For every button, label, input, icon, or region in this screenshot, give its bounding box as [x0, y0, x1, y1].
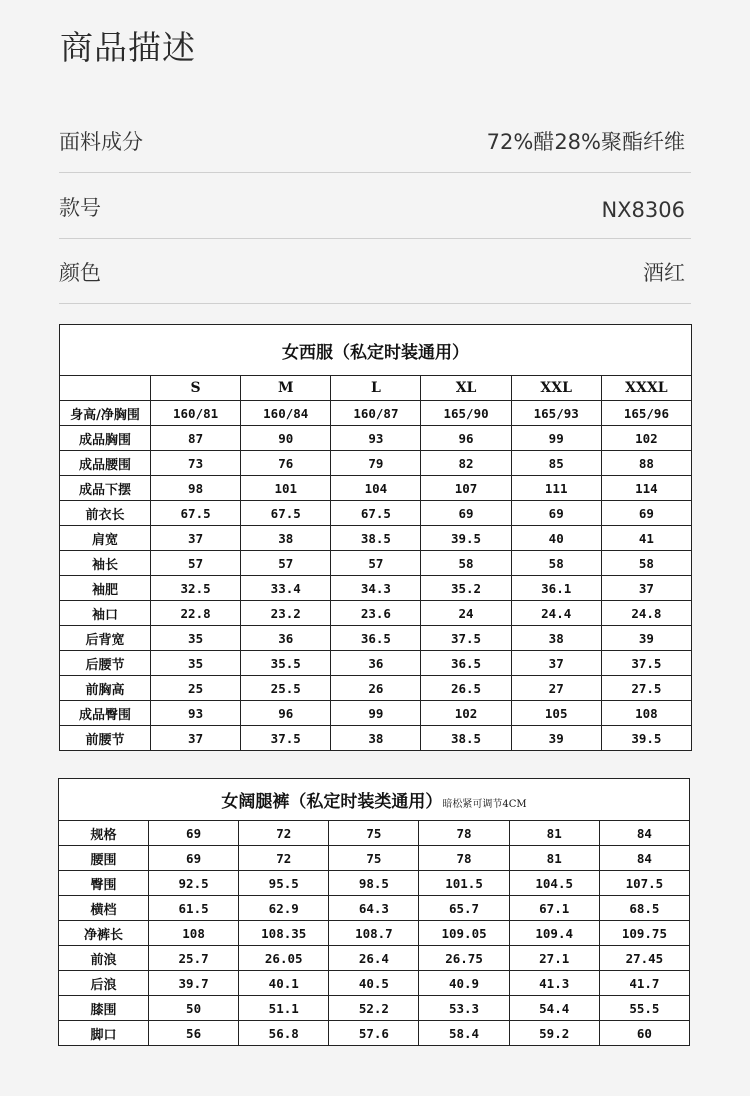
- table-cell: 39.5: [421, 526, 511, 551]
- table-cell: 33.4: [241, 576, 331, 601]
- suit-table-title: 女西服（私定时装通用）: [60, 325, 692, 376]
- table-cell: 93: [151, 701, 241, 726]
- table-cell: 25.7: [149, 946, 239, 971]
- table-cell: 84: [599, 846, 689, 871]
- attribute-value: NX8306: [601, 198, 685, 222]
- table-row: [59, 971, 690, 996]
- table-row: [60, 601, 692, 626]
- table-cell: 40.1: [239, 971, 329, 996]
- table-cell: 111: [511, 476, 601, 501]
- table-cell: 58.4: [419, 1021, 509, 1046]
- table-cell: 160/81: [151, 401, 241, 426]
- table-cell: 51.1: [239, 996, 329, 1021]
- table-cell: 101: [241, 476, 331, 501]
- table-cell: 165/90: [421, 401, 511, 426]
- table-cell: 69: [149, 846, 239, 871]
- table-cell: 36: [331, 651, 421, 676]
- row-label: 成品腰围: [60, 451, 151, 476]
- table-cell: 39.7: [149, 971, 239, 996]
- attribute-label: 款号: [59, 196, 101, 220]
- table-cell: 76: [241, 451, 331, 476]
- table-cell: 108: [601, 701, 691, 726]
- table-cell: 72: [239, 846, 329, 871]
- table-cell: 73: [151, 451, 241, 476]
- table-cell: 39.5: [601, 726, 691, 751]
- attribute-label: 颜色: [59, 261, 101, 285]
- table-title-row: [60, 325, 692, 376]
- table-cell: 40.5: [329, 971, 419, 996]
- table-cell: 27.45: [599, 946, 689, 971]
- table-cell: 60: [599, 1021, 689, 1046]
- table-cell: 62.9: [239, 896, 329, 921]
- table-cell: 40: [511, 526, 601, 551]
- size-header-cell: L: [331, 376, 421, 401]
- table-cell: 35: [151, 651, 241, 676]
- table-cell: 24.4: [511, 601, 601, 626]
- table-cell: 56: [149, 1021, 239, 1046]
- attribute-label: 面料成分: [59, 130, 143, 154]
- attribute-row-fabric: [59, 107, 691, 173]
- table-cell: 68.5: [599, 896, 689, 921]
- table-cell: 88: [601, 451, 691, 476]
- size-header-cell: XXXL: [601, 376, 691, 401]
- table-cell: 37: [601, 576, 691, 601]
- table-row: [60, 526, 692, 551]
- row-label: 成品臀围: [60, 701, 151, 726]
- table-title-row: [59, 779, 690, 821]
- pants-size-table: [58, 778, 690, 1046]
- table-cell: 69: [149, 821, 239, 846]
- row-label: 前胸高: [60, 676, 151, 701]
- table-cell: 41.7: [599, 971, 689, 996]
- table-cell: 64.3: [329, 896, 419, 921]
- table-cell: 37.5: [241, 726, 331, 751]
- table-cell: 67.1: [509, 896, 599, 921]
- row-label: 前衣长: [60, 501, 151, 526]
- row-label: 袖肥: [60, 576, 151, 601]
- row-label: 横档: [59, 896, 149, 921]
- row-label: 膝围: [59, 996, 149, 1021]
- row-label: 后腰节: [60, 651, 151, 676]
- table-cell: 38.5: [421, 726, 511, 751]
- table-row: [60, 501, 692, 526]
- table-cell: 37: [151, 526, 241, 551]
- table-cell: 160/87: [331, 401, 421, 426]
- table-cell: 27.1: [509, 946, 599, 971]
- table-cell: 69: [601, 501, 691, 526]
- table-cell: 37.5: [421, 626, 511, 651]
- size-header-cell: M: [241, 376, 331, 401]
- table-cell: 50: [149, 996, 239, 1021]
- size-header-row: [60, 376, 692, 401]
- table-cell: 107.5: [599, 871, 689, 896]
- table-cell: 96: [421, 426, 511, 451]
- table-cell: 108.7: [329, 921, 419, 946]
- row-label: 袖口: [60, 601, 151, 626]
- table-cell: 57: [241, 551, 331, 576]
- table-cell: 160/84: [241, 401, 331, 426]
- table-cell: 38: [241, 526, 331, 551]
- table-cell: 109.75: [599, 921, 689, 946]
- table-cell: 59.2: [509, 1021, 599, 1046]
- table-cell: 22.8: [151, 601, 241, 626]
- table-cell: 93: [331, 426, 421, 451]
- pants-table-note: 暗松紧可调节4CM: [442, 799, 527, 810]
- table-cell: 38.5: [331, 526, 421, 551]
- table-row: [59, 946, 690, 971]
- table-cell: 57: [331, 551, 421, 576]
- table-cell: 165/96: [601, 401, 691, 426]
- table-cell: 99: [331, 701, 421, 726]
- table-cell: 79: [331, 451, 421, 476]
- table-row: [59, 921, 690, 946]
- table-cell: 37: [511, 651, 601, 676]
- row-label: 臀围: [59, 871, 149, 896]
- table-cell: 69: [421, 501, 511, 526]
- size-header-cell: XL: [421, 376, 511, 401]
- table-cell: 75: [329, 821, 419, 846]
- table-row: [60, 426, 692, 451]
- table-cell: 85: [511, 451, 601, 476]
- table-row: [60, 551, 692, 576]
- table-cell: 107: [421, 476, 511, 501]
- table-cell: 102: [421, 701, 511, 726]
- table-cell: 36.5: [421, 651, 511, 676]
- table-cell: 69: [511, 501, 601, 526]
- row-label: 腰围: [59, 846, 149, 871]
- table-cell: 165/93: [511, 401, 601, 426]
- row-label: 成品下摆: [60, 476, 151, 501]
- table-cell: 87: [151, 426, 241, 451]
- row-label: 前浪: [59, 946, 149, 971]
- table-cell: 58: [421, 551, 511, 576]
- suit-size-table: [59, 324, 692, 751]
- size-header-cell: XXL: [511, 376, 601, 401]
- table-cell: 92.5: [149, 871, 239, 896]
- row-label: 肩宽: [60, 526, 151, 551]
- table-cell: 58: [601, 551, 691, 576]
- table-cell: 24.8: [601, 601, 691, 626]
- table-cell: 58: [511, 551, 601, 576]
- row-label: 脚口: [59, 1021, 149, 1046]
- table-cell: 78: [419, 846, 509, 871]
- table-cell: 104: [331, 476, 421, 501]
- table-cell: 81: [509, 821, 599, 846]
- table-row: [60, 476, 692, 501]
- table-cell: 114: [601, 476, 691, 501]
- table-row: [59, 1021, 690, 1046]
- table-cell: 102: [601, 426, 691, 451]
- table-cell: 81: [509, 846, 599, 871]
- attribute-row-style-number: [59, 173, 691, 239]
- table-cell: 99: [511, 426, 601, 451]
- table-cell: 53.3: [419, 996, 509, 1021]
- table-cell: 25.5: [241, 676, 331, 701]
- table-cell: 90: [241, 426, 331, 451]
- table-row: [60, 651, 692, 676]
- row-label: 前腰节: [60, 726, 151, 751]
- table-cell: 67.5: [241, 501, 331, 526]
- row-label: 成品胸围: [60, 426, 151, 451]
- table-cell: 109.4: [509, 921, 599, 946]
- table-cell: 101.5: [419, 871, 509, 896]
- table-cell: 34.3: [331, 576, 421, 601]
- table-cell: 95.5: [239, 871, 329, 896]
- table-cell: 36.1: [511, 576, 601, 601]
- table-cell: 37: [151, 726, 241, 751]
- table-cell: 96: [241, 701, 331, 726]
- table-cell: 26.4: [329, 946, 419, 971]
- row-label: 后背宽: [60, 626, 151, 651]
- pants-table-title-cell: [59, 779, 690, 821]
- table-cell: 32.5: [151, 576, 241, 601]
- row-label: 后浪: [59, 971, 149, 996]
- table-row: [60, 576, 692, 601]
- table-row: [59, 821, 690, 846]
- table-cell: 27.5: [601, 676, 691, 701]
- table-cell: 41.3: [509, 971, 599, 996]
- table-row: [60, 701, 692, 726]
- table-cell: 36.5: [331, 626, 421, 651]
- table-cell: 61.5: [149, 896, 239, 921]
- table-cell: 82: [421, 451, 511, 476]
- table-cell: 84: [599, 821, 689, 846]
- table-cell: 26.05: [239, 946, 329, 971]
- table-cell: 23.2: [241, 601, 331, 626]
- table-cell: 25: [151, 676, 241, 701]
- table-cell: 39: [511, 726, 601, 751]
- table-row: [59, 896, 690, 921]
- table-cell: 54.4: [509, 996, 599, 1021]
- table-cell: 108.35: [239, 921, 329, 946]
- table-cell: 35.2: [421, 576, 511, 601]
- table-row: [59, 846, 690, 871]
- table-cell: 67.5: [331, 501, 421, 526]
- table-row: [60, 451, 692, 476]
- table-row: [59, 871, 690, 896]
- table-cell: 26.75: [419, 946, 509, 971]
- table-cell: 98.5: [329, 871, 419, 896]
- table-cell: 39: [601, 626, 691, 651]
- table-cell: 24: [421, 601, 511, 626]
- row-label: 身高/净胸围: [60, 401, 151, 426]
- table-cell: 78: [419, 821, 509, 846]
- table-row: [60, 401, 692, 426]
- table-cell: 40.9: [419, 971, 509, 996]
- table-cell: 27: [511, 676, 601, 701]
- table-cell: 37.5: [601, 651, 691, 676]
- attribute-row-color: [59, 238, 691, 304]
- table-cell: 56.8: [239, 1021, 329, 1046]
- table-cell: 108: [149, 921, 239, 946]
- table-cell: 26.5: [421, 676, 511, 701]
- table-cell: 57: [151, 551, 241, 576]
- pants-table-title: 女阔腿裤（私定时装类通用）: [221, 792, 443, 812]
- table-cell: 105: [511, 701, 601, 726]
- page-title: 商品描述: [60, 28, 196, 67]
- attribute-value: 72%醋28%聚酯纤维: [486, 130, 685, 154]
- table-row: [59, 996, 690, 1021]
- table-cell: 38: [511, 626, 601, 651]
- table-cell: 67.5: [151, 501, 241, 526]
- table-cell: 98: [151, 476, 241, 501]
- attribute-value: 酒红: [643, 261, 685, 285]
- size-header-cell: S: [151, 376, 241, 401]
- table-cell: 38: [331, 726, 421, 751]
- row-label: 袖长: [60, 551, 151, 576]
- table-cell: 35.5: [241, 651, 331, 676]
- header-corner-cell: [60, 376, 151, 401]
- table-cell: 57.6: [329, 1021, 419, 1046]
- table-cell: 65.7: [419, 896, 509, 921]
- table-row: [60, 626, 692, 651]
- table-cell: 35: [151, 626, 241, 651]
- row-label: 规格: [59, 821, 149, 846]
- table-cell: 72: [239, 821, 329, 846]
- table-cell: 52.2: [329, 996, 419, 1021]
- table-cell: 55.5: [599, 996, 689, 1021]
- row-label: 净裤长: [59, 921, 149, 946]
- table-cell: 36: [241, 626, 331, 651]
- table-cell: 26: [331, 676, 421, 701]
- table-row: [60, 676, 692, 701]
- table-cell: 104.5: [509, 871, 599, 896]
- table-cell: 41: [601, 526, 691, 551]
- table-cell: 75: [329, 846, 419, 871]
- table-row: [60, 726, 692, 751]
- table-cell: 109.05: [419, 921, 509, 946]
- table-cell: 23.6: [331, 601, 421, 626]
